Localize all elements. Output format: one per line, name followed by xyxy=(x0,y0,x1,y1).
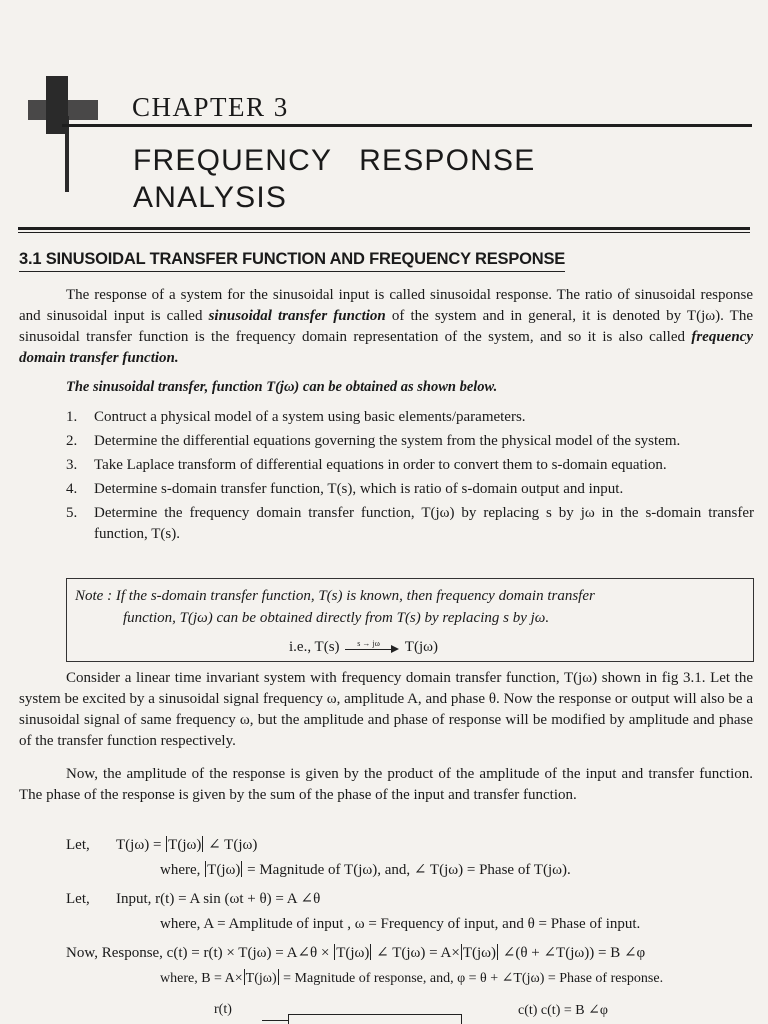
steps-lead: The sinusoidal transfer, function T(jω) can be obtained as shown below. xyxy=(66,379,498,395)
diagram-input-label: r(t) xyxy=(214,1002,232,1017)
eq-now-a: Now, Response, c(t) = r(t) × T(jω) = A∠θ × xyxy=(66,945,334,961)
eq-now-b: T(jω) xyxy=(336,945,370,961)
diagram-output-label: c(t) c(t) = B ∠φ xyxy=(518,1003,608,1018)
diagram-transfer-block xyxy=(288,1014,462,1024)
note-box xyxy=(66,578,754,662)
note-line1: : If the s-domain transfer function, T(s) is known, then frequency domain transfer xyxy=(103,588,595,604)
list-item xyxy=(66,455,754,476)
eq-where3-b: T(jω) xyxy=(245,971,277,986)
body-paragraph-1: Consider a linear time invariant system with frequency domain transfer function, T(jω) shown in fig 3.1. Let the system be excited by a sinusoidal signal frequency ω, amplitude A, and phase θ. Now the response or output will also be a sinusoidal signal of same frequency ω, but the amplitude and phase of response will be modified by amplitude and phase of the transfer function respectively. xyxy=(19,670,753,749)
step-number: 1. xyxy=(66,409,78,425)
note-example-right: T(jω) xyxy=(404,639,438,655)
eq-input: Input, r(t) = A sin (ωt + θ) = A ∠θ xyxy=(116,891,321,907)
step-text: Take Laplace transform of differential equations in order to convert them to s-domain equation. xyxy=(94,457,667,473)
chapter-title xyxy=(133,142,535,216)
chapter-title-line1: FREQUENCY RESPONSE xyxy=(133,144,536,177)
transform-arrow-icon xyxy=(345,638,399,655)
list-item xyxy=(66,503,754,545)
list-item xyxy=(66,431,754,452)
eq-where-1 xyxy=(160,860,571,880)
intro-text-1: The response of a system for the sinusoidal input is called sinusoidal response. The ratio of sinusoidal response and sinusoidal input is called xyxy=(19,287,753,324)
eq-let-2: Let, xyxy=(66,891,90,907)
arrow-label: s → jω xyxy=(357,638,380,648)
note-example-left: i.e., T(s) xyxy=(289,639,340,655)
note-example xyxy=(289,636,438,658)
eq-tf-mag: T(jω) xyxy=(168,837,202,853)
note-line2: function, T(jω) can be obtained directly from T(s) by replacing s by jω. xyxy=(123,610,550,626)
block-diagram xyxy=(0,1000,768,1024)
step-number: 5. xyxy=(66,505,78,521)
note-label: Note xyxy=(75,588,104,604)
diagram-input-arrow xyxy=(262,1020,288,1021)
section-divider xyxy=(18,227,750,230)
intro-emphasis-1: sinusoidal transfer function xyxy=(208,308,386,324)
eq-where1-b: T(jω) xyxy=(207,862,241,878)
step-number: 2. xyxy=(66,433,78,449)
eq-where3-a: where, B = A× xyxy=(160,971,243,986)
chapter-title-line2: ANALYSIS xyxy=(133,181,288,214)
intro-emphasis-2: frequency domain transfer function. xyxy=(19,329,753,366)
section-divider-thin xyxy=(18,232,750,233)
chapter-number: CHAPTER 3 xyxy=(132,92,289,122)
step-number: 3. xyxy=(66,457,78,473)
eq-now-e: ∠(θ + ∠T(jω)) = B ∠φ xyxy=(499,945,646,961)
eq-where-2: where, A = Amplitude of input , ω = Frequency of input, and θ = Phase of input. xyxy=(160,916,641,932)
eq-where-3 xyxy=(160,969,663,989)
eq-tf-phase: ∠ T(jω) xyxy=(204,837,258,853)
intro-text-2: of the system and in general, it is denoted by T(jω). The sinusoidal transfer function is the frequency domain representation of the system, and so it is also called xyxy=(19,308,754,345)
eq-response xyxy=(66,943,645,963)
step-number: 4. xyxy=(66,481,78,497)
step-text: Contruct a physical model of a system using basic elements/parameters. xyxy=(94,409,526,425)
eq-tf-lhs: T(jω) = xyxy=(116,837,166,853)
step-text: Determine s-domain transfer function, T(s), which is ratio of s-domain output and input. xyxy=(94,481,624,497)
eq-transfer-function xyxy=(116,835,257,855)
eq-now-d: T(jω) xyxy=(462,945,497,961)
eq-now-c: ∠ T(jω) = A× xyxy=(372,945,460,961)
chapter-rule xyxy=(62,124,752,127)
steps-list xyxy=(66,407,754,548)
eq-let-1: Let, xyxy=(66,837,90,853)
step-text: Determine the differential equations governing the system from the physical model of the system. xyxy=(94,433,681,449)
list-item xyxy=(66,407,754,428)
eq-where3-c: = Magnitude of response, and, φ = θ + ∠T(jω) = Phase of response. xyxy=(279,971,664,986)
body-paragraph-2: Now, the amplitude of the response is given by the product of the amplitude of the input and transfer function. The phase of the response is given by the sum of the phase of the input and transfer function. xyxy=(19,766,753,803)
eq-where1-c: = Magnitude of T(jω), and, ∠ T(jω) = Phase of T(jω). xyxy=(243,862,571,878)
intro-paragraph xyxy=(19,285,753,369)
eq-where1-a: where, xyxy=(160,862,205,878)
step-text: Determine the frequency domain transfer function, T(jω) by replacing s by jω in the s-domain transfer function, T(s). xyxy=(94,505,754,542)
chapter-marker-graphic xyxy=(28,76,98,194)
section-heading: 3.1 SINUSOIDAL TRANSFER FUNCTION AND FREQUENCY RESPONSE xyxy=(19,250,565,272)
list-item xyxy=(66,479,754,500)
